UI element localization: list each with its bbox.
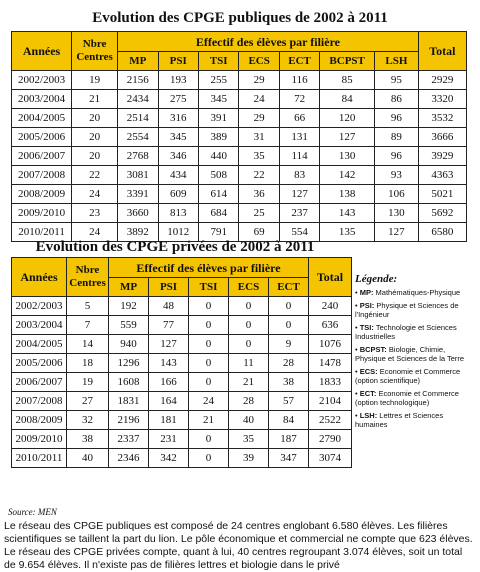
value-cell: 69 <box>239 223 279 242</box>
year-cell: 2002/2003 <box>12 71 72 90</box>
bullet-icon: • <box>355 323 360 332</box>
value-cell: 85 <box>320 71 375 90</box>
value-cell: 116 <box>279 71 319 90</box>
col-effectif-group: Effectif des élèves par filière <box>118 32 419 52</box>
table-row <box>12 147 467 166</box>
value-cell: 166 <box>149 373 189 392</box>
legend-item <box>355 288 477 297</box>
public-cpge-table <box>11 31 467 242</box>
table-row <box>12 185 467 204</box>
value-cell: 6580 <box>418 223 466 242</box>
col-ecs: ECS <box>239 52 279 71</box>
value-cell: 559 <box>109 316 149 335</box>
legend-desc: Economie et Commerce (option technologique) <box>355 389 459 407</box>
value-cell: 89 <box>375 128 419 147</box>
value-cell: 614 <box>198 185 238 204</box>
value-cell: 181 <box>149 411 189 430</box>
value-cell: 22 <box>72 166 118 185</box>
value-cell: 72 <box>279 90 319 109</box>
value-cell: 2554 <box>118 128 158 147</box>
value-cell: 684 <box>198 204 238 223</box>
value-cell: 609 <box>158 185 198 204</box>
public-table-title: Evolution des CPGE publiques de 2002 à 2011 <box>92 10 388 26</box>
value-cell: 0 <box>189 335 229 354</box>
value-cell: 3074 <box>309 449 352 468</box>
value-cell: 84 <box>269 411 309 430</box>
legend-heading: Légende: <box>355 273 398 285</box>
col-effectif-group: Effectif des élèves par filière <box>109 258 309 278</box>
value-cell: 86 <box>375 90 419 109</box>
value-cell: 2104 <box>309 392 352 411</box>
value-cell: 3929 <box>418 147 466 166</box>
col-ect: ECT <box>269 278 309 297</box>
bullet-icon: • <box>355 367 360 376</box>
table-row <box>12 71 467 90</box>
table-row <box>12 411 352 430</box>
value-cell: 138 <box>320 185 375 204</box>
value-cell: 0 <box>229 335 269 354</box>
value-cell: 240 <box>309 297 352 316</box>
value-cell: 0 <box>269 316 309 335</box>
value-cell: 2156 <box>118 71 158 90</box>
value-cell: 106 <box>375 185 419 204</box>
value-cell: 5692 <box>418 204 466 223</box>
value-cell: 1833 <box>309 373 352 392</box>
table-row <box>12 335 352 354</box>
value-cell: 3666 <box>418 128 466 147</box>
value-cell: 57 <box>269 392 309 411</box>
value-cell: 66 <box>279 109 319 128</box>
legend-item <box>355 301 477 319</box>
value-cell: 83 <box>279 166 319 185</box>
year-cell: 2005/2006 <box>12 354 67 373</box>
table-row <box>12 430 352 449</box>
value-cell: 636 <box>309 316 352 335</box>
value-cell: 5 <box>67 297 109 316</box>
col-total: Total <box>309 258 352 297</box>
value-cell: 35 <box>229 430 269 449</box>
legend-item <box>355 345 477 363</box>
legend-abbr: MP: <box>359 288 374 297</box>
year-cell: 2006/2007 <box>12 373 67 392</box>
value-cell: 508 <box>198 166 238 185</box>
year-cell: 2003/2004 <box>12 90 72 109</box>
value-cell: 3320 <box>418 90 466 109</box>
value-cell: 2196 <box>109 411 149 430</box>
centres-label: Centres <box>76 51 113 63</box>
table-row <box>12 316 352 335</box>
col-psi: PSI <box>149 278 189 297</box>
value-cell: 0 <box>269 297 309 316</box>
value-cell: 1478 <box>309 354 352 373</box>
legend-abbr: ECS: <box>359 367 378 376</box>
nbre-label: Nbre <box>75 264 100 276</box>
legend-item <box>355 411 477 429</box>
value-cell: 19 <box>67 373 109 392</box>
year-cell: 2008/2009 <box>12 411 67 430</box>
value-cell: 342 <box>149 449 189 468</box>
value-cell: 32 <box>67 411 109 430</box>
col-nbre-centres <box>72 32 118 71</box>
table-row <box>12 354 352 373</box>
value-cell: 3892 <box>118 223 158 242</box>
value-cell: 0 <box>189 354 229 373</box>
value-cell: 143 <box>320 204 375 223</box>
table-row <box>12 128 467 147</box>
year-cell: 2005/2006 <box>12 128 72 147</box>
value-cell: 4363 <box>418 166 466 185</box>
value-cell: 48 <box>149 297 189 316</box>
value-cell: 24 <box>72 223 118 242</box>
legend-abbr: BCPST: <box>359 345 387 354</box>
value-cell: 2522 <box>309 411 352 430</box>
value-cell: 20 <box>72 147 118 166</box>
value-cell: 389 <box>198 128 238 147</box>
value-cell: 193 <box>158 71 198 90</box>
value-cell: 28 <box>229 392 269 411</box>
bullet-icon: • <box>355 301 360 310</box>
value-cell: 93 <box>375 166 419 185</box>
value-cell: 345 <box>198 90 238 109</box>
value-cell: 35 <box>239 147 279 166</box>
value-cell: 1076 <box>309 335 352 354</box>
value-cell: 345 <box>158 128 198 147</box>
year-cell: 2003/2004 <box>12 316 67 335</box>
value-cell: 29 <box>239 71 279 90</box>
year-cell: 2004/2005 <box>12 335 67 354</box>
value-cell: 39 <box>229 449 269 468</box>
legend-desc: Biologie, Chimie, Physique et Sciences de la Terre <box>355 345 465 363</box>
value-cell: 29 <box>239 109 279 128</box>
bullet-icon: • <box>355 389 360 398</box>
col-mp: MP <box>109 278 149 297</box>
value-cell: 38 <box>67 430 109 449</box>
col-tsi: TSI <box>198 52 238 71</box>
private-table-title: Evolution des CPGE privées de 2002 à 2011 <box>35 239 315 255</box>
year-cell: 2008/2009 <box>12 185 72 204</box>
value-cell: 3391 <box>118 185 158 204</box>
value-cell: 127 <box>320 128 375 147</box>
legend-desc: Lettres et Sciences humaines <box>355 411 444 429</box>
value-cell: 21 <box>189 411 229 430</box>
value-cell: 187 <box>269 430 309 449</box>
legend-abbr: ECT: <box>359 389 377 398</box>
year-cell: 2002/2003 <box>12 297 67 316</box>
value-cell: 813 <box>158 204 198 223</box>
col-ecs: ECS <box>229 278 269 297</box>
value-cell: 28 <box>269 354 309 373</box>
value-cell: 2790 <box>309 430 352 449</box>
year-cell: 2006/2007 <box>12 147 72 166</box>
value-cell: 0 <box>189 430 229 449</box>
legend-desc: Technologie et Sciences Industrielles <box>355 323 457 341</box>
year-cell: 2009/2010 <box>12 204 72 223</box>
private-cpge-table <box>11 257 352 468</box>
table-row <box>12 373 352 392</box>
value-cell: 2929 <box>418 71 466 90</box>
table-row <box>12 90 467 109</box>
value-cell: 11 <box>229 354 269 373</box>
col-ect: ECT <box>279 52 319 71</box>
value-cell: 1012 <box>158 223 198 242</box>
value-cell: 84 <box>320 90 375 109</box>
value-cell: 114 <box>279 147 319 166</box>
value-cell: 2337 <box>109 430 149 449</box>
legend-desc: Physique et Sciences de l'Ingénieur <box>355 301 459 319</box>
table-row <box>12 109 467 128</box>
value-cell: 0 <box>189 449 229 468</box>
col-mp: MP <box>118 52 158 71</box>
value-cell: 0 <box>229 297 269 316</box>
value-cell: 255 <box>198 71 238 90</box>
value-cell: 131 <box>279 128 319 147</box>
value-cell: 164 <box>149 392 189 411</box>
value-cell: 23 <box>72 204 118 223</box>
value-cell: 434 <box>158 166 198 185</box>
value-cell: 3532 <box>418 109 466 128</box>
value-cell: 14 <box>67 335 109 354</box>
value-cell: 20 <box>72 128 118 147</box>
centres-label: Centres <box>69 277 106 289</box>
caption-text: Le réseau des CPGE publiques est composé de 24 centres englobant 6.580 élèves. Les filières scientifiques se taillent la part du lion. Le pôle économique et commercial ne compte que 623 élèves. Le réseau des CPGE privées compte, quant à lui, 40 centres regroupant 3.074 élèves, soit un total de 9.654 élèves. Il n'existe pas de filières lettres et biologie dans le privé <box>4 520 473 571</box>
table-row <box>12 392 352 411</box>
value-cell: 24 <box>239 90 279 109</box>
legend-desc: Economie et Commerce (option scientifique) <box>355 367 461 385</box>
value-cell: 40 <box>67 449 109 468</box>
nbre-label: Nbre <box>82 38 107 50</box>
value-cell: 31 <box>239 128 279 147</box>
value-cell: 21 <box>72 90 118 109</box>
value-cell: 1608 <box>109 373 149 392</box>
value-cell: 130 <box>375 204 419 223</box>
legend-desc: Mathématiques-Physique <box>373 288 461 297</box>
value-cell: 21 <box>229 373 269 392</box>
value-cell: 791 <box>198 223 238 242</box>
value-cell: 2768 <box>118 147 158 166</box>
col-annees: Années <box>12 258 67 297</box>
table-row <box>12 449 352 468</box>
value-cell: 554 <box>279 223 319 242</box>
bullet-icon: • <box>355 288 360 297</box>
legend-item <box>355 367 477 385</box>
value-cell: 9 <box>269 335 309 354</box>
year-cell: 2010/2011 <box>12 449 67 468</box>
value-cell: 275 <box>158 90 198 109</box>
legend-abbr: LSH: <box>359 411 378 420</box>
bullet-icon: • <box>355 345 360 354</box>
value-cell: 40 <box>229 411 269 430</box>
value-cell: 96 <box>375 147 419 166</box>
value-cell: 130 <box>320 147 375 166</box>
value-cell: 231 <box>149 430 189 449</box>
year-cell: 2004/2005 <box>12 109 72 128</box>
value-cell: 27 <box>67 392 109 411</box>
value-cell: 3660 <box>118 204 158 223</box>
value-cell: 36 <box>239 185 279 204</box>
value-cell: 1831 <box>109 392 149 411</box>
col-bcpst: BCPST <box>320 52 375 71</box>
value-cell: 2346 <box>109 449 149 468</box>
value-cell: 316 <box>158 109 198 128</box>
value-cell: 5021 <box>418 185 466 204</box>
value-cell: 7 <box>67 316 109 335</box>
value-cell: 1296 <box>109 354 149 373</box>
col-annees: Années <box>12 32 72 71</box>
value-cell: 24 <box>72 185 118 204</box>
value-cell: 237 <box>279 204 319 223</box>
col-lsh: LSH <box>375 52 419 71</box>
value-cell: 77 <box>149 316 189 335</box>
value-cell: 0 <box>189 373 229 392</box>
value-cell: 127 <box>149 335 189 354</box>
legend-abbr: PSI: <box>359 301 375 310</box>
col-tsi: TSI <box>189 278 229 297</box>
year-cell: 2007/2008 <box>12 166 72 185</box>
value-cell: 0 <box>229 316 269 335</box>
value-cell: 391 <box>198 109 238 128</box>
value-cell: 347 <box>269 449 309 468</box>
value-cell: 142 <box>320 166 375 185</box>
value-cell: 2434 <box>118 90 158 109</box>
value-cell: 24 <box>189 392 229 411</box>
value-cell: 95 <box>375 71 419 90</box>
col-psi: PSI <box>158 52 198 71</box>
value-cell: 127 <box>375 223 419 242</box>
value-cell: 3081 <box>118 166 158 185</box>
value-cell: 2514 <box>118 109 158 128</box>
value-cell: 346 <box>158 147 198 166</box>
value-cell: 143 <box>149 354 189 373</box>
legend-item <box>355 389 477 407</box>
value-cell: 20 <box>72 109 118 128</box>
value-cell: 135 <box>320 223 375 242</box>
value-cell: 25 <box>239 204 279 223</box>
value-cell: 18 <box>67 354 109 373</box>
value-cell: 127 <box>279 185 319 204</box>
col-nbre-centres <box>67 258 109 297</box>
value-cell: 0 <box>189 316 229 335</box>
table-row <box>12 166 467 185</box>
value-cell: 0 <box>189 297 229 316</box>
value-cell: 192 <box>109 297 149 316</box>
value-cell: 440 <box>198 147 238 166</box>
legend-item <box>355 323 477 341</box>
value-cell: 38 <box>269 373 309 392</box>
year-cell: 2007/2008 <box>12 392 67 411</box>
value-cell: 120 <box>320 109 375 128</box>
table-row <box>12 204 467 223</box>
value-cell: 22 <box>239 166 279 185</box>
legend-abbr: TSI: <box>359 323 374 332</box>
year-cell: 2009/2010 <box>12 430 67 449</box>
value-cell: 96 <box>375 109 419 128</box>
source-note: Source: MEN <box>8 507 57 517</box>
legend <box>355 275 477 433</box>
year-cell: 2010/2011 <box>12 223 72 242</box>
value-cell: 19 <box>72 71 118 90</box>
value-cell: 940 <box>109 335 149 354</box>
col-total: Total <box>418 32 466 71</box>
table-row <box>12 297 352 316</box>
bullet-icon: • <box>355 411 360 420</box>
